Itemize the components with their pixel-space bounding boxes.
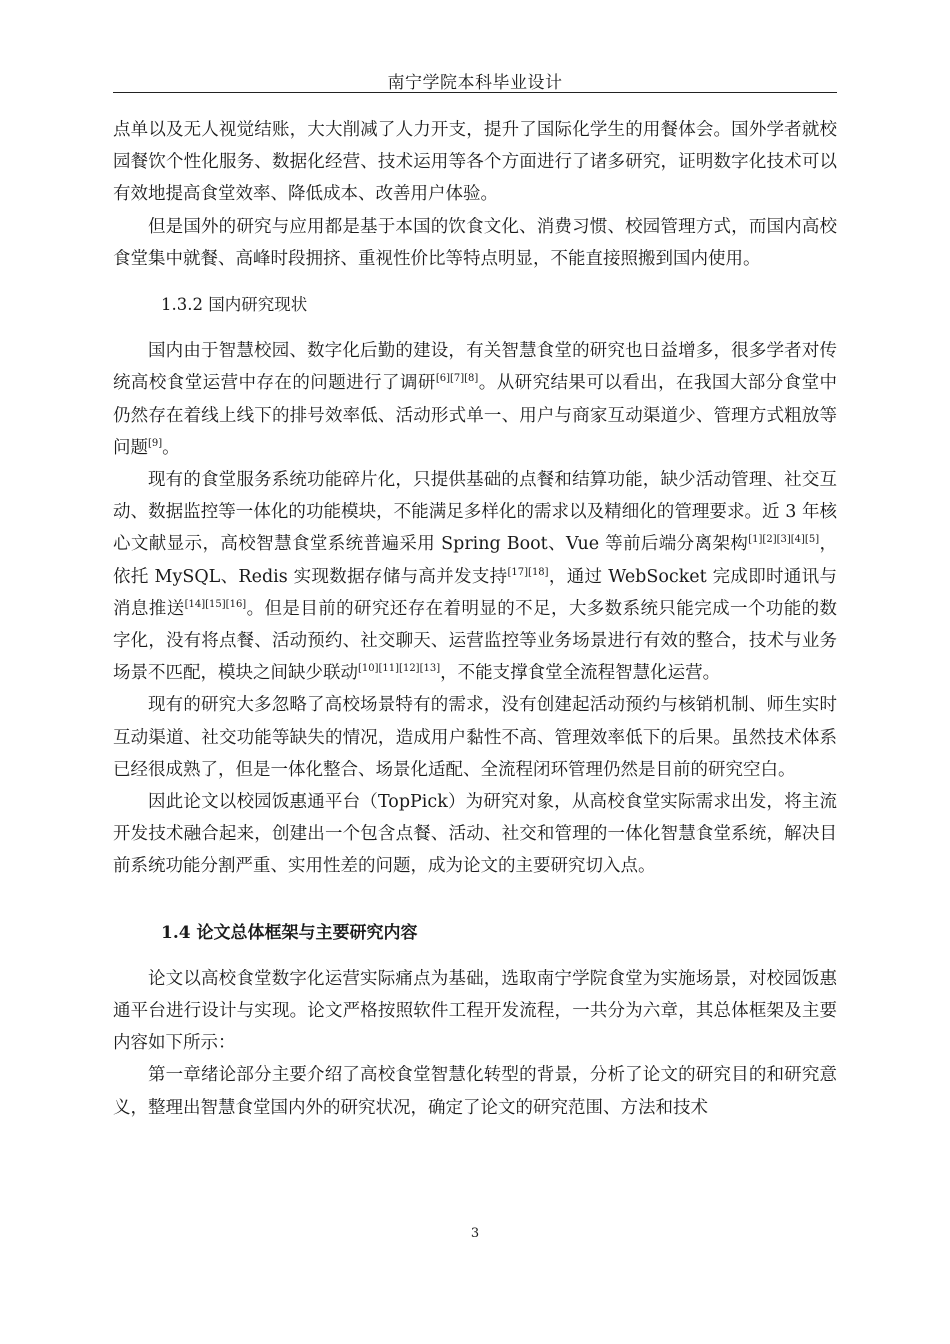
text-run: ，依托 MySQL、Redis 实现数据存储与高并发支持 xyxy=(113,534,837,587)
paragraph xyxy=(113,335,837,464)
text-run: 。但是目前的研究还存在着明显的不足，大多数系统只能完成一个功能的数字化，没有将点餐、活动预约、社交聊天、运营监控等业务场景进行有效的整合，技术与业务场景不匹配，模块之间缺少联动 xyxy=(113,598,838,684)
text-run: 。 xyxy=(162,437,180,458)
paragraph: 点单以及无人视觉结账，大大削减了人力开支，提升了国际化学生的用餐体会。国外学者就校园餐饮个性化服务、数据化经营、技术运用等各个方面进行了诸多研究，证明数字化技术可以有效地提高食堂效率、降低成本、改善用户体验。 xyxy=(113,120,837,205)
section-heading-1-3-2: 1.3.2 国内研究现状 xyxy=(161,295,308,315)
paragraph: 论文以高校食堂数字化运营实际痛点为基础，选取南宁学院食堂为实施场景，对校园饭惠通平台进行设计与实现。论文严格按照软件工程开发流程，一共分为六章，其总体框架及主要内容如下所示： xyxy=(113,968,837,1054)
citation: [6][7][8] xyxy=(435,373,479,385)
text-run: 国内由于智慧校园、数字化后勤的建设，有关智慧食堂的研究也日益增多，很多学者对传统高校食堂运营中存在的问题进行了调研 xyxy=(113,341,837,394)
text-run: 。从研究结果可以看出，在我国大部分食堂中仍然存在着线上线下的排号效率低、活动形式单一、用户与商家互动渠道少、管理方式粗放等问题 xyxy=(113,373,838,458)
citation: [9] xyxy=(148,437,163,449)
citation: [17][18] xyxy=(507,566,549,578)
text-run: ，通过 WebSocket 完成即时通讯与消息推送 xyxy=(113,566,838,619)
citation: [14][15][16] xyxy=(184,598,247,610)
citation: [10][11][12][13] xyxy=(358,663,441,675)
paragraph: 因此论文以校园饭惠通平台（TopPick）为研究对象，从高校食堂实际需求出发，将主流开发技术融合起来，创建出一个包含点餐、活动、社交和管理的一体化智慧食堂系统，解决目前系统功能分割严重、实用性差的问题，成为论文的主要研究切入点。 xyxy=(113,792,837,877)
paragraph: 现有的研究大多忽略了高校场景特有的需求，没有创建起活动预约与核销机制、师生实时互动渠道、社交功能等缺失的情况，造成用户黏性不高、管理效率低下的后果。虽然技术体系已经很成熟了，但是一体化整合、场景化适配、全流程闭环管理仍然是目前的研究空白。 xyxy=(113,695,837,780)
paragraph: 但是国外的研究与应用都是基于本国的饮食文化、消费习惯、校园管理方式，而国内高校食堂集中就餐、高峰时段拥挤、重视性价比等特点明显，不能直接照搬到国内使用。 xyxy=(113,216,837,269)
text-run: ，不能支撑食堂全流程智慧化运营。 xyxy=(440,663,721,684)
paragraph xyxy=(113,464,837,689)
header-rule xyxy=(113,92,837,93)
page-header: 南宁学院本科毕业设计 xyxy=(387,73,563,93)
text-run: 现有的食堂服务系统功能碎片化，只提供基础的点餐和结算功能，缺少活动管理、社交互动、数据监控等一体化的功能模块，不能满足多样化的需求以及精细化的管理要求。近 3 年核心文献显示，高校智慧食堂系统普遍采用 Spring Boot、Vue 等前后端分离架构 xyxy=(113,470,837,555)
body-text xyxy=(113,114,837,1124)
section-heading-1-4: 1.4 论文总体框架与主要研究内容 xyxy=(161,922,418,943)
citation: [1][2][3][4][5] xyxy=(748,534,820,546)
paragraph: 第一章绪论部分主要介绍了高校食堂智慧化转型的背景，分析了论文的研究目的和研究意义，整理出智慧食堂国内外的研究状况，确定了论文的研究范围、方法和技术 xyxy=(113,1065,837,1118)
page-number: 3 xyxy=(470,1226,480,1241)
